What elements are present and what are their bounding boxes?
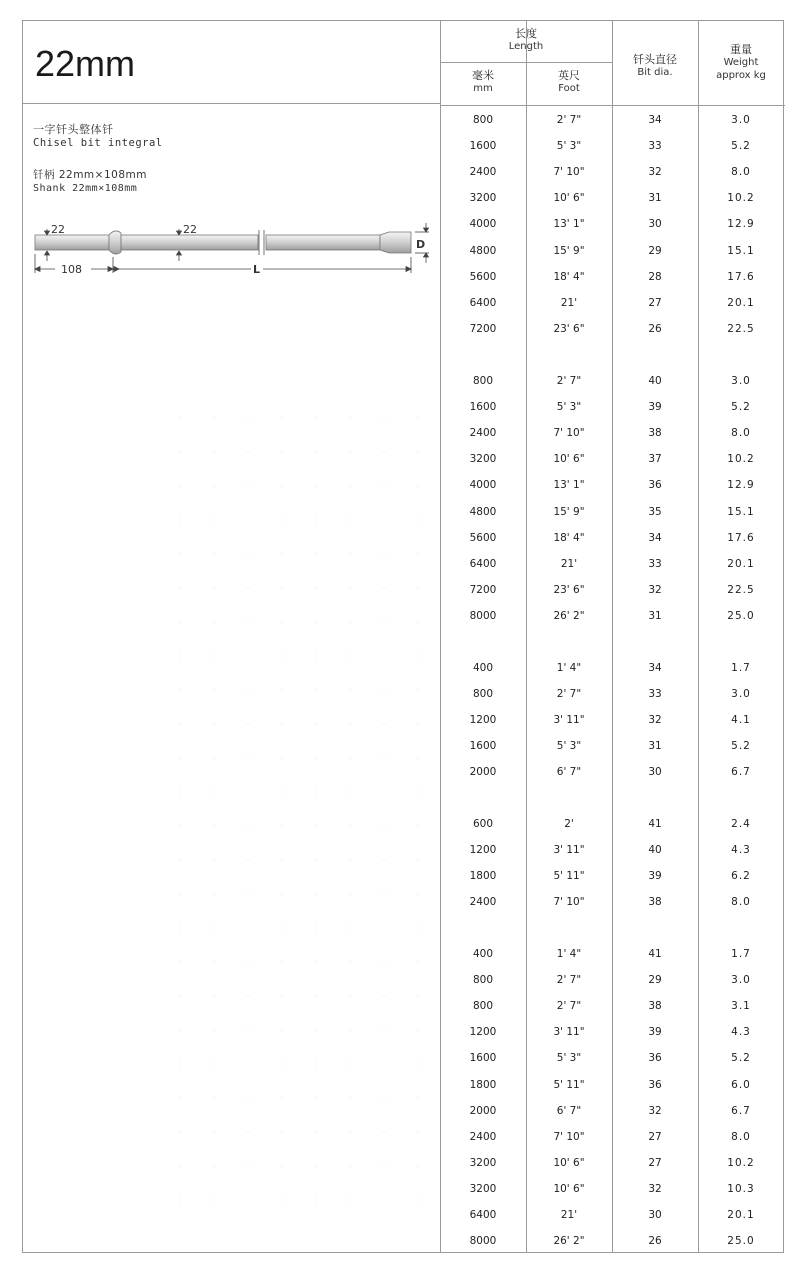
shank-spec-en: Shank 22mm×108mm: [33, 183, 138, 194]
cell-length-mm: 2400: [469, 427, 497, 440]
cell-weight: 6.7: [731, 766, 751, 779]
table-row: [440, 1183, 785, 1209]
cell-weight: 25.0: [727, 1235, 755, 1248]
cell-weight: 10.2: [727, 192, 755, 205]
cell-length-foot: 7' 10": [553, 166, 585, 179]
cell-weight: 6.0: [731, 1078, 751, 1091]
cell-weight: 5.2: [731, 140, 751, 153]
label-length: L: [253, 263, 261, 276]
cell-length-foot: 23' 6": [553, 322, 585, 335]
cell-length-foot: 5' 3": [556, 1052, 582, 1065]
table-row: [440, 506, 785, 532]
cell-length-mm: 3200: [469, 1156, 497, 1169]
cell-length-foot: 21': [560, 296, 578, 309]
cell-bit-dia: 34: [648, 114, 662, 126]
cell-bit-dia: 34: [648, 531, 662, 544]
cell-weight: 5.2: [731, 1052, 751, 1065]
cell-length-mm: 2400: [469, 166, 497, 179]
table-row: [440, 896, 785, 922]
header-weight-cn: 重量: [730, 43, 752, 56]
cell-length-mm: 800: [472, 375, 494, 387]
cell-length-mm: 7200: [469, 583, 497, 596]
cell-length-foot: 2': [564, 818, 574, 830]
cell-length-mm: 1600: [469, 401, 497, 414]
cell-length-mm: 1600: [469, 740, 497, 753]
cell-length-foot: 7' 10": [553, 427, 585, 440]
product-name-cn: 一字钎头整体钎: [33, 123, 114, 136]
table-row: [440, 453, 785, 479]
cell-bit-dia: 33: [648, 140, 662, 153]
cell-weight: 8.0: [731, 896, 751, 909]
header-length: [440, 27, 612, 53]
cell-weight: 3.0: [731, 375, 751, 387]
cell-length-mm: 5600: [469, 270, 497, 283]
spec-sheet: [22, 20, 784, 1253]
cell-bit-dia: 32: [648, 1104, 662, 1117]
table-row: [440, 870, 785, 896]
cell-length-foot: 13' 1": [553, 218, 585, 231]
cell-bit-dia: 41: [648, 948, 662, 960]
cell-length-mm: 1800: [469, 1078, 497, 1091]
cell-length-mm: 3200: [469, 1182, 497, 1195]
cell-bit-dia: 41: [648, 818, 662, 830]
cell-length-mm: 6400: [469, 296, 497, 309]
cell-weight: 17.6: [727, 270, 755, 283]
cell-length-mm: 1200: [469, 714, 497, 727]
cell-length-mm: 8000: [469, 1235, 497, 1248]
table-row: [440, 688, 785, 714]
cell-weight: 1.7: [731, 662, 751, 674]
cell-length-mm: 1600: [469, 140, 497, 153]
cell-weight: 8.0: [731, 166, 751, 179]
cell-weight: 3.0: [731, 114, 751, 126]
header-bottom-line: [440, 105, 785, 106]
header-weight-en: Weight: [723, 57, 759, 68]
cell-length-mm: 800: [472, 688, 494, 701]
cell-length-foot: 10' 6": [553, 192, 585, 205]
cell-weight: 4.3: [731, 1026, 751, 1039]
header-mm: [440, 69, 526, 95]
table-row: [440, 740, 785, 766]
cell-length-foot: 13' 1": [553, 479, 585, 492]
header-foot-cn: 英尺: [558, 69, 580, 82]
table-row: [440, 323, 785, 349]
cell-length-mm: 600: [472, 818, 494, 830]
table-row: [440, 1105, 785, 1131]
header-divider: [440, 62, 612, 63]
cell-bit-dia: 30: [648, 218, 662, 231]
product-name-en: Chisel bit integral: [33, 137, 163, 149]
cell-weight: 8.0: [731, 427, 751, 440]
cell-length-foot: 10' 6": [553, 1182, 585, 1195]
cell-bit-dia: 37: [648, 453, 662, 466]
header-foot-en: Foot: [558, 83, 580, 94]
header-weight-unit: approx kg: [716, 70, 766, 81]
title-band: [23, 21, 440, 104]
cell-length-foot: 10' 6": [553, 453, 585, 466]
header-bit-dia: [612, 53, 698, 79]
cell-length-mm: 4000: [469, 479, 497, 492]
table-row: [440, 1157, 785, 1183]
background-dot-pattern: [163, 401, 433, 1231]
cell-bit-dia: 33: [648, 557, 662, 570]
cell-length-mm: 3200: [469, 192, 497, 205]
cell-length-mm: 800: [472, 114, 494, 126]
cell-weight: 2.4: [731, 818, 751, 830]
table-row: [440, 1131, 785, 1157]
table-row: [440, 114, 785, 140]
table-row: [440, 662, 785, 688]
table-row: [440, 1209, 785, 1235]
cell-length-foot: 5' 3": [556, 401, 582, 414]
table-row: [440, 1235, 785, 1261]
cell-bit-dia: 27: [648, 1156, 662, 1169]
cell-length-foot: 5' 3": [556, 740, 582, 753]
cell-bit-dia: 38: [648, 427, 662, 440]
cell-weight: 10.2: [727, 1156, 755, 1169]
cell-length-foot: 21': [560, 1209, 578, 1221]
cell-weight: 5.2: [731, 740, 751, 753]
header-mm-en: mm: [473, 83, 493, 94]
cell-length-foot: 18' 4": [553, 270, 585, 283]
table-row: [440, 166, 785, 192]
cell-length-foot: 6' 7": [556, 1104, 582, 1117]
cell-weight: 3.0: [731, 974, 751, 987]
table-row: [440, 401, 785, 427]
cell-weight: 8.0: [731, 1130, 751, 1143]
cell-bit-dia: 31: [648, 740, 662, 753]
cell-length-mm: 400: [472, 948, 494, 960]
cell-weight: 20.1: [727, 296, 755, 309]
cell-bit-dia: 28: [648, 270, 662, 283]
cell-bit-dia: 26: [648, 322, 662, 335]
cell-weight: 22.5: [727, 322, 755, 335]
cell-length-mm: 6400: [469, 1209, 497, 1221]
cell-weight: 10.2: [727, 453, 755, 466]
cell-bit-dia: 33: [648, 688, 662, 701]
label-bit-dia: D: [416, 238, 426, 251]
header-weight: [698, 43, 784, 82]
table-row: [440, 271, 785, 297]
cell-length-foot: 15' 9": [553, 505, 585, 518]
cell-length-foot: 1' 4": [556, 662, 582, 674]
cell-length-mm: 400: [472, 662, 494, 674]
spec-table: [440, 21, 785, 1252]
cell-bit-dia: 32: [648, 583, 662, 596]
cell-length-mm: 1800: [469, 870, 497, 883]
cell-bit-dia: 32: [648, 1182, 662, 1195]
cell-length-mm: 2000: [469, 1104, 497, 1117]
cell-length-foot: 5' 11": [553, 1078, 585, 1091]
shank-spec-cn: 钎柄 22mm×108mm: [33, 169, 147, 181]
table-row: [440, 610, 785, 636]
table-row: [440, 140, 785, 166]
cell-bit-dia: 39: [648, 870, 662, 883]
cell-weight: 4.1: [731, 714, 751, 727]
table-row: [440, 818, 785, 844]
table-row: [440, 714, 785, 740]
table-row: [440, 192, 785, 218]
cell-length-foot: 26' 2": [553, 1235, 585, 1248]
cell-length-mm: 4000: [469, 218, 497, 231]
cell-length-mm: 7200: [469, 322, 497, 335]
table-row: [440, 1079, 785, 1105]
cell-length-foot: 3' 11": [553, 844, 585, 857]
cell-length-mm: 1200: [469, 1026, 497, 1039]
cell-length-foot: 26' 2": [553, 609, 585, 622]
cell-weight: 3.1: [731, 1000, 751, 1013]
cell-length-foot: 10' 6": [553, 1156, 585, 1169]
page-title: 22mm: [35, 43, 136, 84]
cell-length-foot: 2' 7": [556, 375, 582, 387]
cell-weight: 25.0: [727, 609, 755, 622]
cell-weight: 4.3: [731, 844, 751, 857]
cell-bit-dia: 38: [648, 1000, 662, 1013]
cell-weight: 12.9: [727, 218, 755, 231]
cell-length-mm: 2400: [469, 1130, 497, 1143]
cell-bit-dia: 29: [648, 974, 662, 987]
table-row: [440, 584, 785, 610]
cell-length-foot: 3' 11": [553, 714, 585, 727]
cell-length-foot: 2' 7": [556, 1000, 582, 1013]
label-shank-length: 108: [61, 263, 82, 276]
cell-weight: 17.6: [727, 531, 755, 544]
table-row: [440, 1000, 785, 1026]
header-mm-cn: 毫米: [472, 69, 494, 82]
cell-bit-dia: 40: [648, 375, 662, 387]
cell-bit-dia: 35: [648, 505, 662, 518]
cell-weight: 20.1: [727, 557, 755, 570]
header-bit-cn: 钎头直径: [633, 53, 677, 66]
table-row: [440, 844, 785, 870]
cell-bit-dia: 31: [648, 192, 662, 205]
cell-weight: 20.1: [727, 1209, 755, 1221]
label-shank-dia: 22: [51, 223, 65, 236]
table-row: [440, 532, 785, 558]
cell-length-foot: 5' 11": [553, 870, 585, 883]
cell-bit-dia: 30: [648, 1209, 662, 1221]
cell-length-foot: 15' 9": [553, 244, 585, 257]
table-row: [440, 427, 785, 453]
cell-length-foot: 6' 7": [556, 766, 582, 779]
cell-bit-dia: 36: [648, 1052, 662, 1065]
cell-bit-dia: 36: [648, 1078, 662, 1091]
cell-bit-dia: 27: [648, 1130, 662, 1143]
cell-length-mm: 2000: [469, 766, 497, 779]
cell-length-foot: 18' 4": [553, 531, 585, 544]
label-body-dia: 22: [183, 223, 197, 236]
cell-length-foot: 1' 4": [556, 948, 582, 960]
cell-length-mm: 2400: [469, 896, 497, 909]
drill-rod-drawing: [29, 211, 434, 291]
cell-length-foot: 7' 10": [553, 896, 585, 909]
cell-length-foot: 23' 6": [553, 583, 585, 596]
table-row: [440, 1052, 785, 1078]
table-row: [440, 245, 785, 271]
cell-weight: 6.2: [731, 870, 751, 883]
cell-bit-dia: 39: [648, 401, 662, 414]
header-length-en: Length: [508, 41, 544, 52]
cell-length-foot: 5' 3": [556, 140, 582, 153]
cell-bit-dia: 26: [648, 1235, 662, 1248]
cell-length-foot: 21': [560, 557, 578, 570]
cell-weight: 3.0: [731, 688, 751, 701]
cell-bit-dia: 34: [648, 662, 662, 674]
cell-length-mm: 1600: [469, 1052, 497, 1065]
table-row: [440, 479, 785, 505]
table-row: [440, 948, 785, 974]
cell-length-foot: 7' 10": [553, 1130, 585, 1143]
cell-bit-dia: 30: [648, 766, 662, 779]
table-row: [440, 766, 785, 792]
cell-weight: 15.1: [727, 505, 755, 518]
header-length-cn: 长度: [515, 27, 537, 40]
cell-length-mm: 800: [472, 1000, 494, 1013]
cell-length-mm: 3200: [469, 453, 497, 466]
cell-length-mm: 6400: [469, 557, 497, 570]
cell-length-mm: 800: [472, 974, 494, 987]
cell-bit-dia: 38: [648, 896, 662, 909]
cell-length-mm: 4800: [469, 505, 497, 518]
cell-bit-dia: 27: [648, 296, 662, 309]
drill-rod: [35, 230, 411, 255]
cell-bit-dia: 39: [648, 1026, 662, 1039]
cell-bit-dia: 40: [648, 844, 662, 857]
cell-length-foot: 2' 7": [556, 688, 582, 701]
cell-length-foot: 3' 11": [553, 1026, 585, 1039]
table-row: [440, 974, 785, 1000]
cell-length-mm: 4800: [469, 244, 497, 257]
cell-weight: 6.7: [731, 1104, 751, 1117]
header-foot: [526, 69, 612, 95]
table-row: [440, 558, 785, 584]
table-row: [440, 375, 785, 401]
cell-bit-dia: 32: [648, 714, 662, 727]
header-bit-en: Bit dia.: [637, 67, 673, 78]
cell-weight: 15.1: [727, 244, 755, 257]
cell-length-mm: 8000: [469, 609, 497, 622]
cell-bit-dia: 29: [648, 244, 662, 257]
table-row: [440, 218, 785, 244]
cell-bit-dia: 36: [648, 479, 662, 492]
table-row: [440, 297, 785, 323]
table-row: [440, 1026, 785, 1052]
cell-weight: 22.5: [727, 583, 755, 596]
cell-bit-dia: 31: [648, 609, 662, 622]
cell-weight: 1.7: [731, 948, 751, 960]
cell-bit-dia: 32: [648, 166, 662, 179]
cell-weight: 5.2: [731, 401, 751, 414]
cell-length-mm: 5600: [469, 531, 497, 544]
cell-length-mm: 1200: [469, 844, 497, 857]
cell-length-foot: 2' 7": [556, 114, 582, 126]
cell-weight: 12.9: [727, 479, 755, 492]
cell-length-foot: 2' 7": [556, 974, 582, 987]
cell-weight: 10.3: [727, 1182, 755, 1195]
